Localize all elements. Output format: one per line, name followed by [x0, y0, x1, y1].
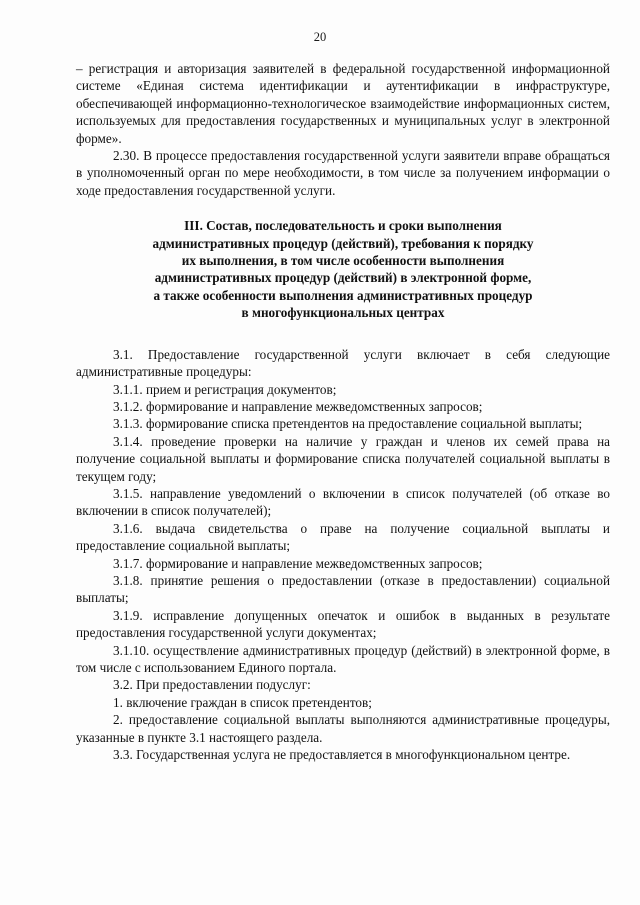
paragraph-3-1-10: 3.1.10. осуществление административных процедур (действий) в электронной форме, в том числе с использованием Единого портала. [76, 642, 610, 675]
section-heading-line: административных процедур (действий) в электронной форме, [154, 270, 532, 286]
section-heading-line: в многофункциональных центрах [241, 305, 445, 321]
document-body [76, 60, 610, 763]
intro-paragraph-2-30: 2.30. В процессе предоставления государственной услуги заявители вправе обращаться в уполномоченный орган по мере необходимости, в том числе за получением информации о ходе предоставления государственной услуги. [76, 148, 610, 198]
paragraph-3-1-6: 3.1.6. выдача свидетельства о праве на получение социальной выплаты и предоставление социальной выплаты; [76, 520, 610, 554]
paragraph-3-1-9: 3.1.9. исправление допущенных опечаток и ошибок в выданных в результате предоставления государственной услуги документах; [76, 607, 610, 641]
section-heading-line: административных процедур (действий), требования к порядку [152, 235, 534, 251]
section-heading-line: их выполнения, в том числе особенности выполнения [181, 253, 505, 269]
section-heading-line: III. Состав, последовательность и сроки выполнения [184, 218, 502, 234]
paragraph-3-2: 3.2. При предоставлении подуслуг: [113, 677, 311, 693]
paragraph-3-1-5: 3.1.5. направление уведомлений о включении в список получателей (об отказе во включении в список получателей); [76, 485, 610, 519]
paragraph-3-2-item-2: 2. предоставление социальной выплаты выполняются административные процедуры, указанные в пункте 3.1 настоящего раздела. [76, 712, 610, 745]
page-number: 20 [313, 30, 327, 44]
section-heading [76, 217, 610, 321]
paragraph-3-1-4: 3.1.4. проведение проверки на наличие у граждан и членов их семей права на получение социальной выплаты и формирование списка получателей социальной выплаты в текущем году; [76, 433, 610, 484]
paragraph-3-3: 3.3. Государственная услуга не предоставляется в многофункциональном центре. [113, 747, 571, 763]
section-heading-line: а также особенности выполнения административных процедур [153, 287, 533, 303]
paragraph-3-1-3: 3.1.3. формирование списка претендентов на предоставление социальной выплаты; [113, 416, 583, 432]
intro-paragraph-registration: – регистрация и авторизация заявителей в федеральной государственной информационной системе «Единая система идентификации и аутентификации в инфраструктуре, обеспечивающей информационно-технологическое взаимодействие информационных систем, используемых для предоставления государственных и муниципальных услуг в электронной форме». [76, 61, 610, 146]
paragraph-3-1-1: 3.1.1. прием и регистрация документов; [113, 381, 337, 397]
paragraph-3-1-2: 3.1.2. формирование и направление межведомственных запросов; [113, 398, 483, 414]
paragraph-3-1: 3.1. Предоставление государственной услуги включает в себя следующие административные процедуры: [76, 346, 610, 380]
paragraph-3-2-item-1: 1. включение граждан в список претендентов; [113, 694, 372, 710]
paragraph-3-1-8: 3.1.8. принятие решения о предоставлении (отказе в предоставлении) социальной выплаты; [76, 572, 610, 606]
paragraph-3-1-7: 3.1.7. формирование и направление межведомственных запросов; [113, 555, 483, 571]
